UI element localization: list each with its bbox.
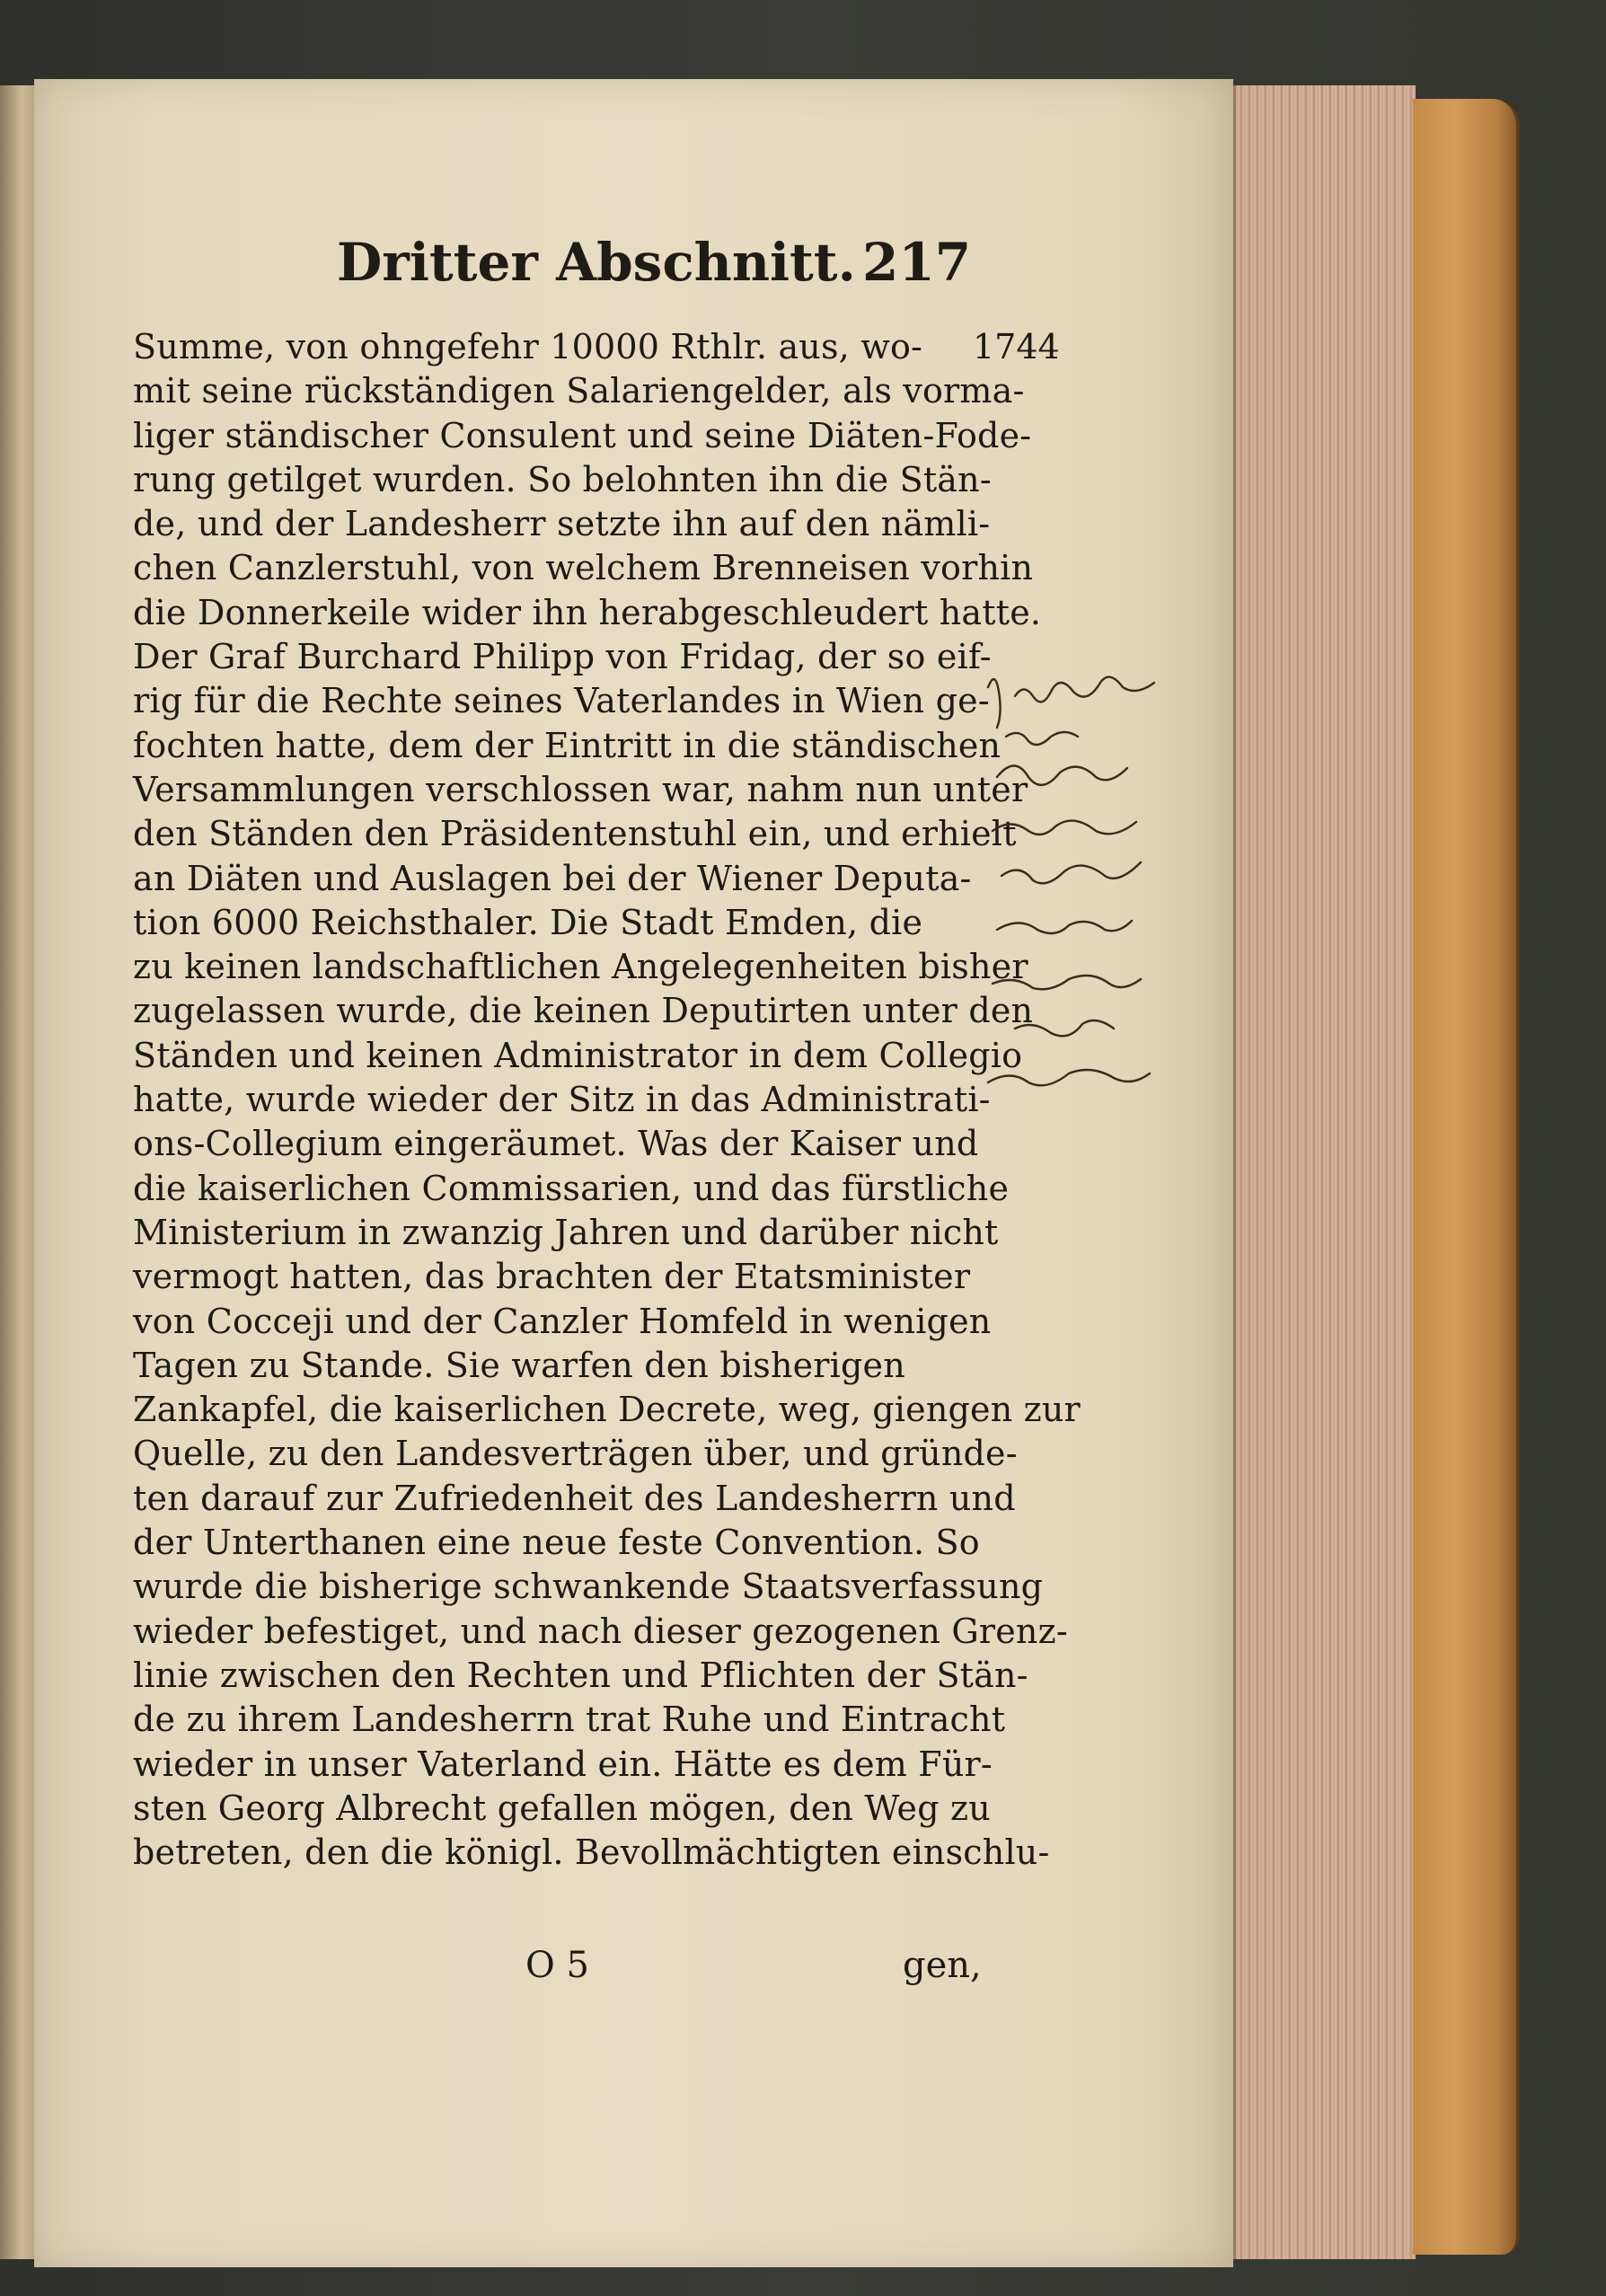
text-line: Ständen und keinen Administrator in dem Collegio — [133, 1035, 1023, 1075]
signature-mark: O 5 — [525, 1945, 589, 1986]
text-line: von Cocceji und der Canzler Homfeld in wenigen — [133, 1301, 992, 1341]
text-line: der Unterthanen eine neue feste Convention. So — [133, 1523, 980, 1563]
book-fore-edge — [1233, 85, 1416, 2259]
text-line: chen Canzlerstuhl, von welchem Brenneisen vorhin — [133, 548, 1034, 588]
text-line: Ministerium in zwanzig Jahren und darüber nicht — [133, 1212, 999, 1252]
margin-year: 1744 — [973, 327, 1060, 366]
text-line: die kaiserlichen Commissarien, und das fürstliche — [133, 1168, 1010, 1208]
text-line: liger ständischer Consulent und seine Diäten-Fode- — [133, 415, 1032, 455]
text-line: die Donnerkeile wider ihn herabgeschleudert hatte. — [133, 592, 1042, 632]
text-line: Zankapfel, die kaiserlichen Decrete, weg, giengen zur — [133, 1390, 1081, 1430]
running-head: Dritter Abschnitt. — [337, 232, 856, 293]
text-line: ons-Collegium eingeräumet. Was der Kaiser und — [133, 1124, 979, 1164]
text-line: Summe, von ohngefehr 10000 Rthlr. aus, wo- — [133, 327, 923, 366]
text-line: sten Georg Albrecht gefallen mögen, den Weg zu — [133, 1788, 991, 1828]
catchword: gen, — [903, 1945, 982, 1986]
book-cover-edge — [1413, 99, 1520, 2255]
text-line: betreten, den die königl. Bevollmächtigten einschlu- — [133, 1832, 1050, 1873]
text-line: wurde die bisherige schwankende Staatsverfassung — [133, 1567, 1044, 1607]
page-number: 217 — [862, 232, 972, 293]
text-line: wieder in unser Vaterland ein. Hätte es dem Für- — [133, 1744, 993, 1784]
text-line: Tagen zu Stande. Sie warfen den bisherigen — [133, 1345, 905, 1385]
text-line: de, und der Landesherr setzte ihn auf den nämli- — [133, 504, 991, 544]
text-line: zu keinen landschaftlichen Angelegenheiten bisher — [133, 947, 1028, 987]
text-line: den Ständen den Präsidentenstuhl ein, und erhielt — [133, 814, 1017, 854]
text-line: hatte, wurde wieder der Sitz in das Administrati- — [133, 1080, 991, 1120]
text-line: fochten hatte, dem der Eintritt in die ständischen — [133, 725, 1002, 765]
text-line: Versammlungen verschlossen war, nahm nun unter — [133, 769, 1028, 809]
handwritten-annotation — [979, 660, 1240, 1127]
text-line: wieder befestiget, und nach dieser gezogenen Grenz- — [133, 1611, 1068, 1651]
text-line: an Diäten und Auslagen bei der Wiener Deputa- — [133, 858, 972, 898]
text-line: de zu ihrem Landesherrn trat Ruhe und Eintracht — [133, 1700, 1006, 1740]
text-line: rung getilget wurden. So belohnten ihn die Stän- — [133, 459, 992, 499]
text-line: Quelle, zu den Landesverträgen über, und gründe- — [133, 1434, 1018, 1474]
facing-page-edge — [0, 85, 38, 2259]
text-line: zugelassen wurde, die keinen Deputirten unter den — [133, 991, 1034, 1031]
text-line: tion 6000 Reichsthaler. Die Stadt Emden, die — [133, 902, 923, 942]
text-line: vermogt hatten, das brachten der Etatsminister — [133, 1257, 971, 1297]
text-line: ten darauf zur Zufriedenheit des Landesherrn und — [133, 1478, 1016, 1518]
text-line: Der Graf Burchard Philipp von Fridag, der so eif- — [133, 637, 992, 677]
text-line: rig für die Rechte seines Vaterlandes in Wien ge- — [133, 681, 990, 721]
text-line: linie zwischen den Rechten und Pflichten der Stän- — [133, 1655, 1028, 1695]
text-line: mit seine rückständigen Salariengelder, als vorma- — [133, 371, 1025, 411]
